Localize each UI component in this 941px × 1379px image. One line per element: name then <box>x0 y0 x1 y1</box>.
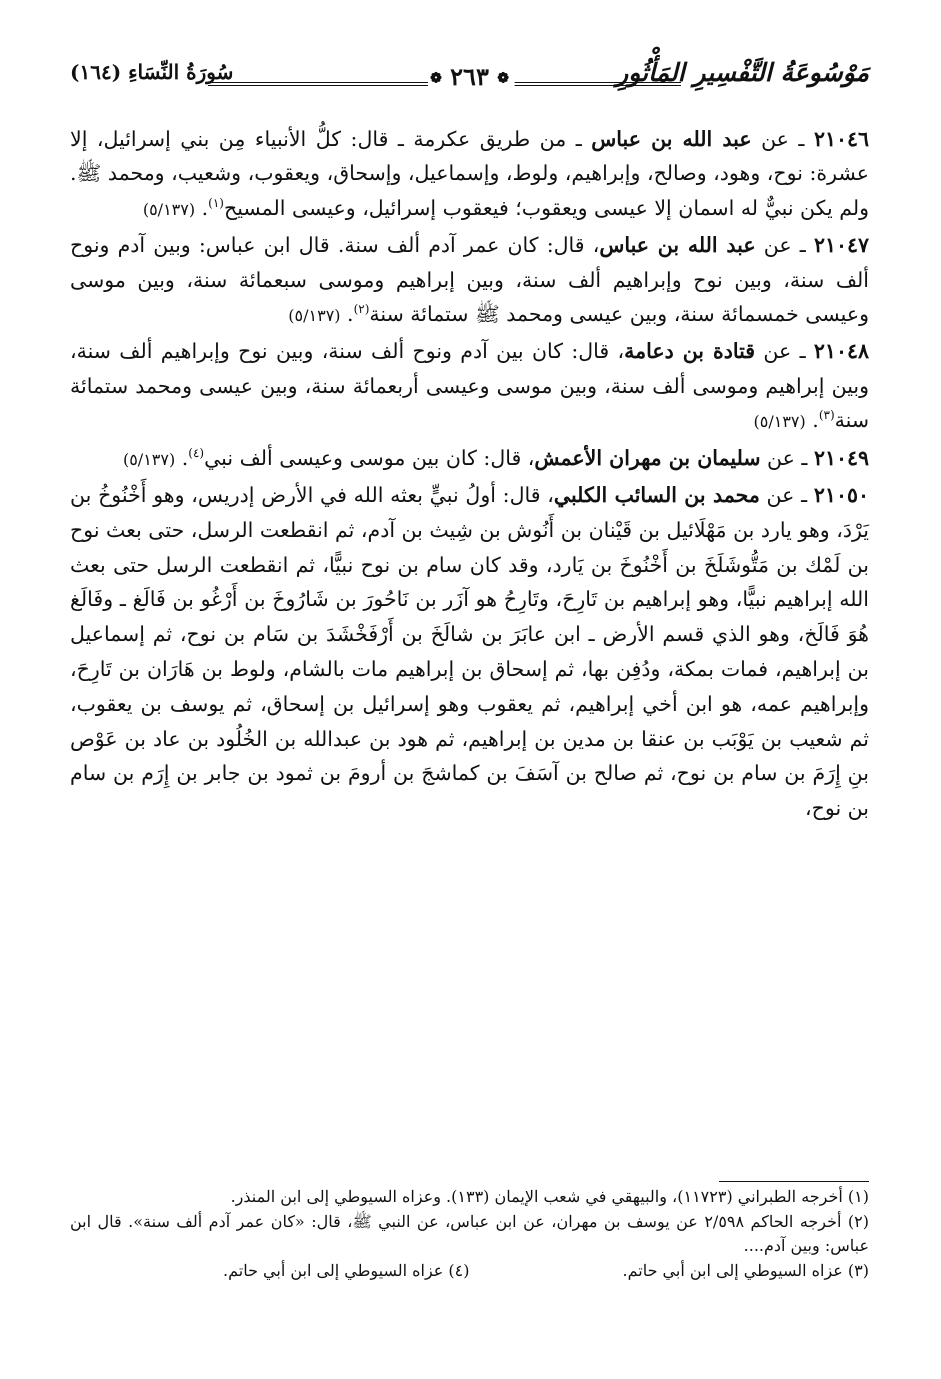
text-segment: . <box>805 408 819 433</box>
text-segment: . <box>340 302 354 327</box>
narration-21050 <box>70 478 869 826</box>
text-segment: ، قال: كان بين موسى وعيسى ألف نبي <box>204 445 535 470</box>
text-segment: . <box>175 445 189 470</box>
narration-number: ٢١٠٤٦ <box>813 127 869 151</box>
narration-number: ٢١٠٤٧ <box>813 233 869 258</box>
source-ref: (٥/١٣٧) <box>142 199 196 219</box>
narration-21049 <box>70 441 869 477</box>
narrator-name: عبد الله بن عباس <box>599 233 756 258</box>
footnote-ref[interactable]: (١) <box>208 195 224 210</box>
footnote-ref[interactable]: (٣) <box>818 408 835 423</box>
header-rule-left <box>208 82 428 86</box>
footnote-divider <box>719 1181 869 1182</box>
narration-number: ٢١٠٥٠ <box>813 483 869 508</box>
source-ref: (٥/١٣٧) <box>288 306 341 326</box>
footnote-row <box>70 1259 869 1284</box>
footnotes <box>70 1185 869 1283</box>
source-ref: (٥/١٣٧) <box>122 449 176 469</box>
text-segment: ، قال: كان عمر آدم ألف سنة. قال ابن عباس: وبين آدم ونوح ألف سنة، وبين نوح وإبراهيم ألف سنة، وبين إبراهيم وموسى سبعمائة سنة، وبين موسى وعيسى خمسمائة سنة، وبين عيسى ومحمد ﷺ ستمائة سنة <box>70 233 869 327</box>
main-text <box>70 122 869 826</box>
text-segment: ـ عن <box>755 233 814 258</box>
narration-21047 <box>70 228 869 333</box>
text-segment: ـ عن <box>755 339 814 364</box>
narrator-name: قتادة بن دعامة <box>624 339 756 364</box>
narration-number: ٢١٠٤٨ <box>813 339 869 364</box>
footnote-2: (٢) أخرجه الحاكم ٢/٥٩٨ عن يوسف بن مهران، عن ابن عباس، عن النبي ﷺ، قال: «كان عمر آدم ألف سنة». قال ابن عباس: وبين آدم.... <box>70 1211 869 1255</box>
footnote-1: (١) أخرجه الطبراني (١١٧٢٣)، والبيهقي في شعب الإيمان (١٣٣). وعزاه السيوطي إلى ابن المنذر. <box>230 1187 869 1206</box>
text-segment: ـ عن <box>751 127 814 151</box>
page-number: ٢٦٣ <box>450 62 489 91</box>
footnote-ref[interactable]: (٢) <box>353 302 370 317</box>
text-segment: ، قال: كان بين آدم ونوح ألف سنة، وبين نوح وإبراهيم ألف سنة، وبين إبراهيم وموسى ألف سنة، وبين موسى وعيسى أربعمائة سنة، وبين عيسى ومحمد ستمائة سنة <box>70 339 869 433</box>
surah-name: سُورَةُ النِّسَاءِ <box>128 60 234 84</box>
text-segment: ـ عن <box>759 483 814 508</box>
ayah-number: (١٦٤) <box>70 60 122 84</box>
narrator-name: سليمان بن مهران الأعمش <box>534 445 761 470</box>
footnote-ref[interactable]: (٤) <box>188 445 205 460</box>
narration-number: ٢١٠٤٩ <box>813 445 869 470</box>
ornament-icon: ❁ <box>497 70 509 87</box>
narrator-name: محمد بن السائب الكلبي <box>553 483 760 508</box>
narration-21046 <box>70 122 869 227</box>
page-header <box>70 54 869 98</box>
footnote-4: (٤) عزاه السيوطي إلى ابن أبي حاتم. <box>223 1260 470 1280</box>
narrator-name: عبد الله بن عباس <box>591 127 752 151</box>
surah-label <box>70 60 233 84</box>
header-rule-right <box>511 82 681 86</box>
text-segment: . <box>195 195 209 220</box>
source-ref: (٥/١٣٧) <box>753 412 806 432</box>
book-title: مَوْسُوعَةُ التَّفْسِيرِ المَأْثُورِ <box>616 58 869 87</box>
narration-21048 <box>70 334 869 439</box>
footnote-3: (٣) عزاه السيوطي إلى ابن أبي حاتم. <box>622 1260 869 1280</box>
text-segment: ـ عن <box>760 445 814 470</box>
text-segment: ، قال: أولُ نبيٍّ بعثه الله في الأرض إدريس، وهو أَخْنُوخُ بن يَرْدَ، وهو يارد بن مَهْلَائيل بن قَيْنان بن أَنُوش بن شِيث بن آدم، ثم انقطعت الرسل، حتى بعث نوح بن لَمْك بن مَتُّوشَلَخَ بن أَخْنُوخَ بن يَارد، وقد كان سام بن نوح نبيًّا، ثم انقطعت الرسل حتى بعث الله إبراهيم نبيًّا، وهو إبراهيم بن تَارِحَ، وتَارِحُ هو آزَر بن نَاحُورَ بن شَارُوخَ بن أَرْغُو بن فَالَغ ـ وفَالَغ هُوَ فَالَخ، وهو الذي قسم الأرض ـ ابن عابَرَ بن شالَخَ بن أَرْفَخْشَدَ بن سَام بن نوح، ثم إسماعيل بن إبراهيم، فمات بمكة، ودُفِن بها، ثم إسحاق بن إبراهيم مات بالشام، ولوط بن هَارَان بن تَارِحَ، وإبراهيم عمه، هو ابن أخي إبراهيم، ثم يعقوب وهو إسرائيل بن إسحاق، ثم يوسف بن يعقوب، ثم شعيب بن يَوْبَب بن عنقا بن مدين بن إبراهيم، ثم هود بن عبدالله بن الخُلُود بن عاد بن عَوْص بنِ إِرَمَ بن سام بن نوح، ثم صالح بن آسَفَ بن كماشجَ بن أرومَ بن ثمود بن جابر بن إِرَم بن سام بن نوح، <box>70 483 869 821</box>
page-number-group <box>424 62 515 91</box>
text-segment: ـ من طريق عكرمة ـ قال: كلُّ الأنبياء مِن بني إسرائيل، إلا عشرة: نوح، وهود، وصالح، وإبراهيم، ولوط، وإسماعيل، وإسحاق، ويعقوب، وشعيب، ومحمد ﷺ. ولم يكن نبيٌّ له اسمان إلا عيسى ويعقوب؛ فيعقوب إسرائيل، وعيسى المسيح <box>70 127 869 220</box>
ornament-icon: ❁ <box>430 70 442 87</box>
